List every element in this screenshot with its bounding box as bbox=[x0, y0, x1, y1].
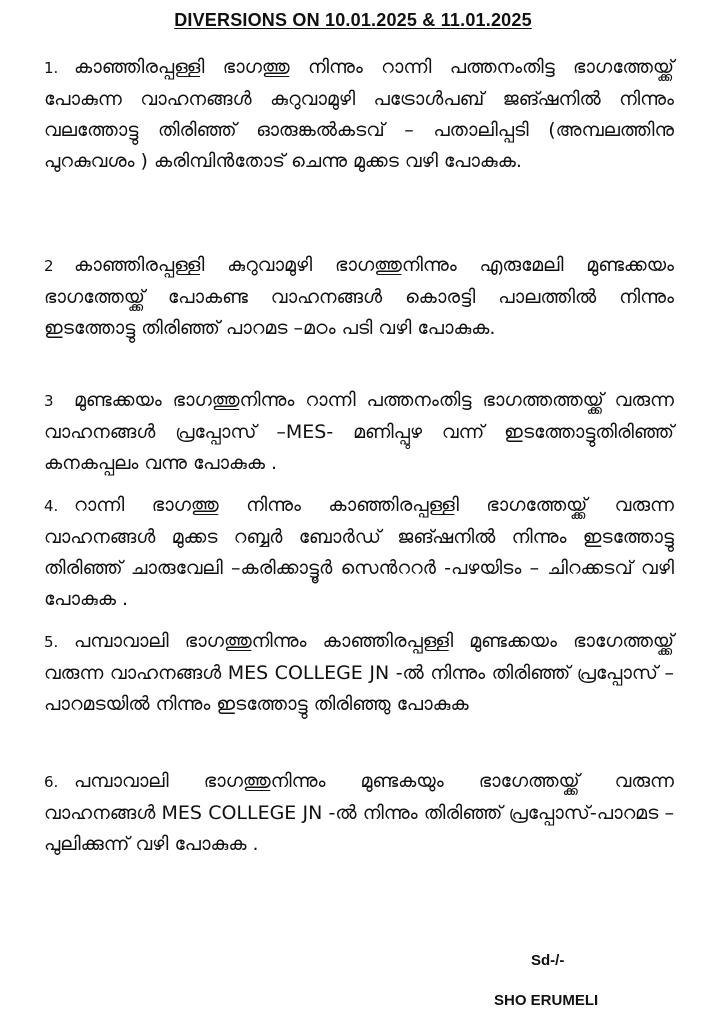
item-number: 6. bbox=[44, 773, 59, 791]
item-number: 2 bbox=[44, 257, 54, 275]
item-text: റാന്നി ഭാഗത്തു നിന്നും കാഞ്ഞിരപ്പള്ളി ഭാഗത്തേയ്ക്ക് വരുന്ന വാഹനങ്ങൾ മുക്കട റബ്ബർ ബോർഡ് ജങ്ഷനിൽ നിന്നും ഇടത്തോട്ടു തിരിഞ്ഞ് ചാരുവേലി –കരിക്കാട്ടൂർ സെൻററർ -പഴയിടം – ചിറക്കടവ് വഴി പോകുക . bbox=[44, 494, 674, 610]
diversion-item-4 bbox=[44, 490, 674, 615]
item-text: കാഞ്ഞിരപ്പള്ളി കുറുവാമുഴി ഭാഗത്തുനിന്നും എരുമേലി മുണ്ടക്കയം ഭാഗത്തേയ്ക്ക് പോകണ്ട വാഹനങ്ങൾ കൊരട്ടി പാലത്തിൽ നിന്നും ഇടത്തോട്ടു തിരിഞ്ഞ് പാറമട –മഠം പടി വഴി പോകുക. bbox=[44, 254, 674, 339]
signature-mark: Sd-/- bbox=[531, 952, 565, 969]
item-text: പമ്പാവാലി ഭാഗത്തുനിന്നും കാഞ്ഞിരപ്പള്ളി മുണ്ടക്കയം ഭാഗേത്തയ്ക്ക് വരുന്ന വാഹനങ്ങൾ MES COLLEGE JN -ൽ നിന്നും തിരിഞ്ഞ് പ്രപ്പോസ് –പാറമടയിൽ നിന്നും ഇടത്തോട്ടു തിരിഞ്ഞു പോകുക bbox=[44, 630, 674, 715]
item-text: മുണ്ടക്കയം ഭാഗത്തുനിന്നും റാന്നി പത്തനംതിട്ട ഭാഗത്തത്തയ്ക്ക് വരുന്ന വാഹനങ്ങൾ പ്രപ്പോസ് –MES- മണിപ്പുഴ വന്ന് ഇടത്തോട്ടുതിരിഞ്ഞ് കനകപ്പലം വന്നു പോകുക . bbox=[44, 389, 674, 474]
signatory-name: SHO ERUMELI bbox=[494, 992, 599, 1009]
item-number: 5. bbox=[44, 633, 59, 651]
item-text: കാഞ്ഞിരപ്പള്ളി ഭാഗത്തു നിന്നും റാന്നി പത്തനംതിട്ട ഭാഗത്തേയ്ക്ക് പോകുന്ന വാഹനങ്ങൾ കുറുവാമുഴി പട്രോൾപബ് ജങ്ഷനിൽ നിന്നും വലത്തോട്ടു തിരിഞ്ഞ് ഓരുങ്കൽകടവ് – പതാലിപ്പടി (അമ്പലത്തിനു പുറകുവശം ) കരിമ്പിൻതോട് ചെന്നു മുക്കട വഴി പോകുക. bbox=[44, 56, 674, 172]
item-number: 3 bbox=[44, 392, 54, 410]
item-number: 1. bbox=[44, 59, 59, 77]
item-text: പമ്പാവാലി ഭാഗത്തുനിന്നും മുണ്ടകയും ഭാഗേത്തയ്ക്ക് വരുന്ന വാഹനങ്ങൾ MES COLLEGE JN -ൽ നിന്നും തിരിഞ്ഞ് പ്രപ്പോസ്-പാറമട –പുലിക്കുന്ന് വഴി പോകുക . bbox=[44, 770, 674, 855]
document-title bbox=[0, 10, 706, 31]
diversion-item-2 bbox=[44, 250, 674, 344]
diversion-item-3 bbox=[44, 385, 674, 479]
diversion-item-5 bbox=[44, 626, 674, 720]
item-number: 4. bbox=[44, 497, 59, 515]
document-title-text: DIVERSIONS ON 10.01.2025 & 11.01.2025 bbox=[174, 10, 532, 30]
diversion-item-6 bbox=[44, 766, 674, 860]
diversion-item-1 bbox=[44, 52, 674, 177]
